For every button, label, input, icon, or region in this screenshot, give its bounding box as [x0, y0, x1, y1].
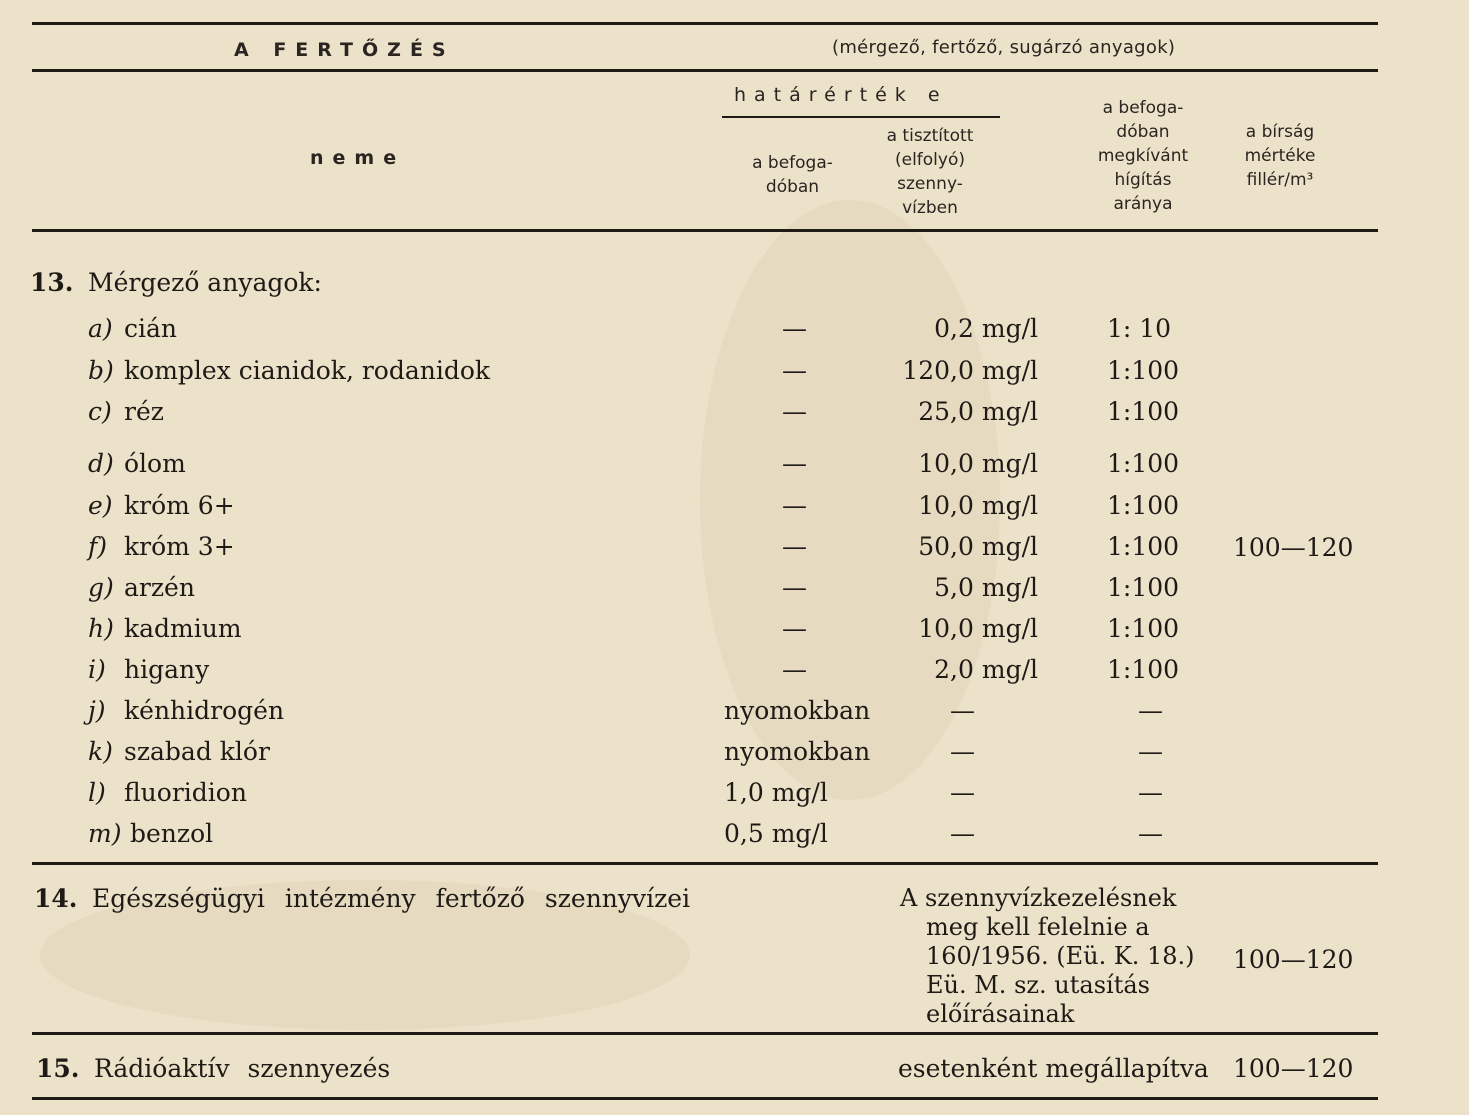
row-tisztitott-value: — — [950, 696, 975, 725]
section-14-number: 14. — [34, 884, 78, 913]
row-tisztitott-value: — — [950, 819, 975, 848]
row-letter: h) — [88, 614, 114, 643]
row-tisztitott-value: — — [950, 737, 975, 766]
row-higitas-value: 1:100 — [1107, 573, 1180, 602]
note-line: Eü. M. sz. utasítás — [926, 971, 1150, 999]
section-15-number: 15. — [36, 1054, 80, 1083]
header-line: dóban — [765, 177, 820, 197]
column-header-higitas — [1078, 96, 1208, 216]
row-higitas-value: 1: 10 — [1107, 314, 1172, 343]
section-13-number: 13. — [30, 268, 74, 297]
header-line: (elfolyó) — [894, 150, 966, 170]
row-higitas-value: — — [1138, 696, 1163, 725]
row-befogado-value: 1,0 mg/l — [724, 778, 828, 807]
header-rule-2 — [32, 229, 1378, 232]
row-higitas-value: 1:100 — [1107, 655, 1180, 684]
row-befogado-value: — — [782, 356, 807, 385]
row-befogado-value: — — [782, 532, 807, 561]
header-line: fillér/m³ — [1246, 170, 1314, 190]
row-tisztitott-value: — — [950, 778, 975, 807]
row-letter: b) — [88, 356, 114, 385]
row-higitas-value: 1:100 — [1107, 449, 1180, 478]
row-substance-name: ólom — [124, 449, 186, 478]
row-letter: c) — [88, 397, 112, 426]
row-tisztitott-value: 25,0 mg/l — [918, 397, 1038, 426]
section-14-title: Egészségügyi intézmény fertőző szennyvízei — [92, 884, 691, 913]
row-befogado-value: — — [782, 655, 807, 684]
row-substance-name: réz — [124, 397, 164, 426]
column-header-befogadoban — [730, 151, 855, 199]
row-tisztitott-value: 50,0 mg/l — [918, 532, 1038, 561]
row-higitas-value: 1:100 — [1107, 614, 1180, 643]
header-line: aránya — [1113, 194, 1173, 214]
header-line: hígítás — [1114, 170, 1172, 190]
row-substance-name: szabad klór — [124, 737, 270, 766]
bottom-rule — [32, 1097, 1378, 1100]
header-line: a befoga- — [1102, 98, 1184, 118]
row-substance-name: fluoridion — [124, 778, 247, 807]
header-line: dóban — [1116, 122, 1170, 142]
header-line: a tisztított — [886, 126, 974, 146]
section-14-birsag: 100—120 — [1233, 945, 1354, 974]
row-letter: k) — [88, 737, 113, 766]
row-higitas-value: 1:100 — [1107, 491, 1180, 520]
table-title: A FERTŐZÉS — [234, 39, 455, 61]
row-befogado-value: — — [782, 449, 807, 478]
section-15-title: Rádióaktív szennyezés — [94, 1054, 391, 1083]
row-tisztitott-value: 10,0 mg/l — [918, 491, 1038, 520]
row-befogado-value: — — [782, 614, 807, 643]
row-letter: g) — [88, 573, 114, 602]
row-substance-name: kadmium — [124, 614, 242, 643]
row-letter: d) — [88, 449, 114, 478]
top-rule — [32, 22, 1378, 25]
column-header-hatarertek: határérték e — [734, 84, 948, 106]
column-header-neme: neme — [310, 147, 406, 169]
note-line: előírásainak — [926, 1000, 1075, 1028]
row-substance-name: benzol — [130, 819, 214, 848]
row-befogado-value: 0,5 mg/l — [724, 819, 828, 848]
row-befogado-value: — — [782, 397, 807, 426]
row-higitas-value: — — [1138, 737, 1163, 766]
row-befogado-value: — — [782, 314, 807, 343]
header-rule-1 — [32, 69, 1378, 72]
note-line: 160/1956. (Eü. K. 18.) — [926, 942, 1195, 970]
header-line: a bírság — [1245, 122, 1315, 142]
row-letter: i) — [88, 655, 106, 684]
section-14-note — [900, 884, 1195, 1029]
row-letter: m) — [88, 819, 122, 848]
header-line: vízben — [902, 198, 958, 218]
hatarertek-underline — [722, 116, 1000, 118]
row-higitas-value: — — [1138, 778, 1163, 807]
row-tisztitott-value: 2,0 mg/l — [934, 655, 1038, 684]
row-substance-name: arzén — [124, 573, 195, 602]
header-line: mértéke — [1244, 146, 1316, 166]
header-line: a befoga- — [752, 153, 833, 173]
row-higitas-value: 1:100 — [1107, 356, 1180, 385]
header-line: megkívánt — [1097, 146, 1189, 166]
section-13-title: Mérgező anyagok: — [88, 268, 322, 297]
row-befogado-value: nyomokban — [724, 737, 871, 766]
row-higitas-value: 1:100 — [1107, 397, 1180, 426]
row-substance-name: króm 6+ — [124, 491, 235, 520]
row-tisztitott-value: 120,0 mg/l — [902, 356, 1038, 385]
note-line: meg kell felelnie a — [926, 913, 1150, 941]
section-14-rule — [32, 1032, 1378, 1035]
row-substance-name: króm 3+ — [124, 532, 235, 561]
row-substance-name: komplex cianidok, rodanidok — [124, 356, 491, 385]
row-befogado-value: — — [782, 491, 807, 520]
note-line: A szennyvízkezelésnek — [900, 884, 1177, 912]
section-13-birsag: 100—120 — [1233, 533, 1354, 562]
header-line: szenny- — [897, 174, 963, 194]
row-letter: e) — [88, 491, 113, 520]
row-substance-name: higany — [124, 655, 210, 684]
row-tisztitott-value: 0,2 mg/l — [934, 314, 1038, 343]
row-letter: f) — [88, 532, 108, 561]
row-tisztitott-value: 5,0 mg/l — [934, 573, 1038, 602]
column-header-birsag — [1220, 120, 1340, 192]
row-letter: j) — [88, 696, 106, 725]
row-befogado-value: — — [782, 573, 807, 602]
row-tisztitott-value: 10,0 mg/l — [918, 614, 1038, 643]
section-15-birsag: 100—120 — [1233, 1054, 1354, 1083]
row-higitas-value: — — [1138, 819, 1163, 848]
row-substance-name: cián — [124, 314, 178, 343]
section-15-note: esetenként megállapítva — [898, 1054, 1209, 1083]
row-letter: a) — [88, 314, 113, 343]
section-13-rule — [32, 862, 1378, 865]
row-letter: l) — [88, 778, 106, 807]
table-subtitle: (mérgező, fertőző, sugárzó anyagok) — [832, 37, 1176, 58]
row-tisztitott-value: 10,0 mg/l — [918, 449, 1038, 478]
row-befogado-value: nyomokban — [724, 696, 871, 725]
column-header-tisztitott — [860, 124, 1000, 220]
row-substance-name: kénhidrogén — [124, 696, 285, 725]
row-higitas-value: 1:100 — [1107, 532, 1180, 561]
